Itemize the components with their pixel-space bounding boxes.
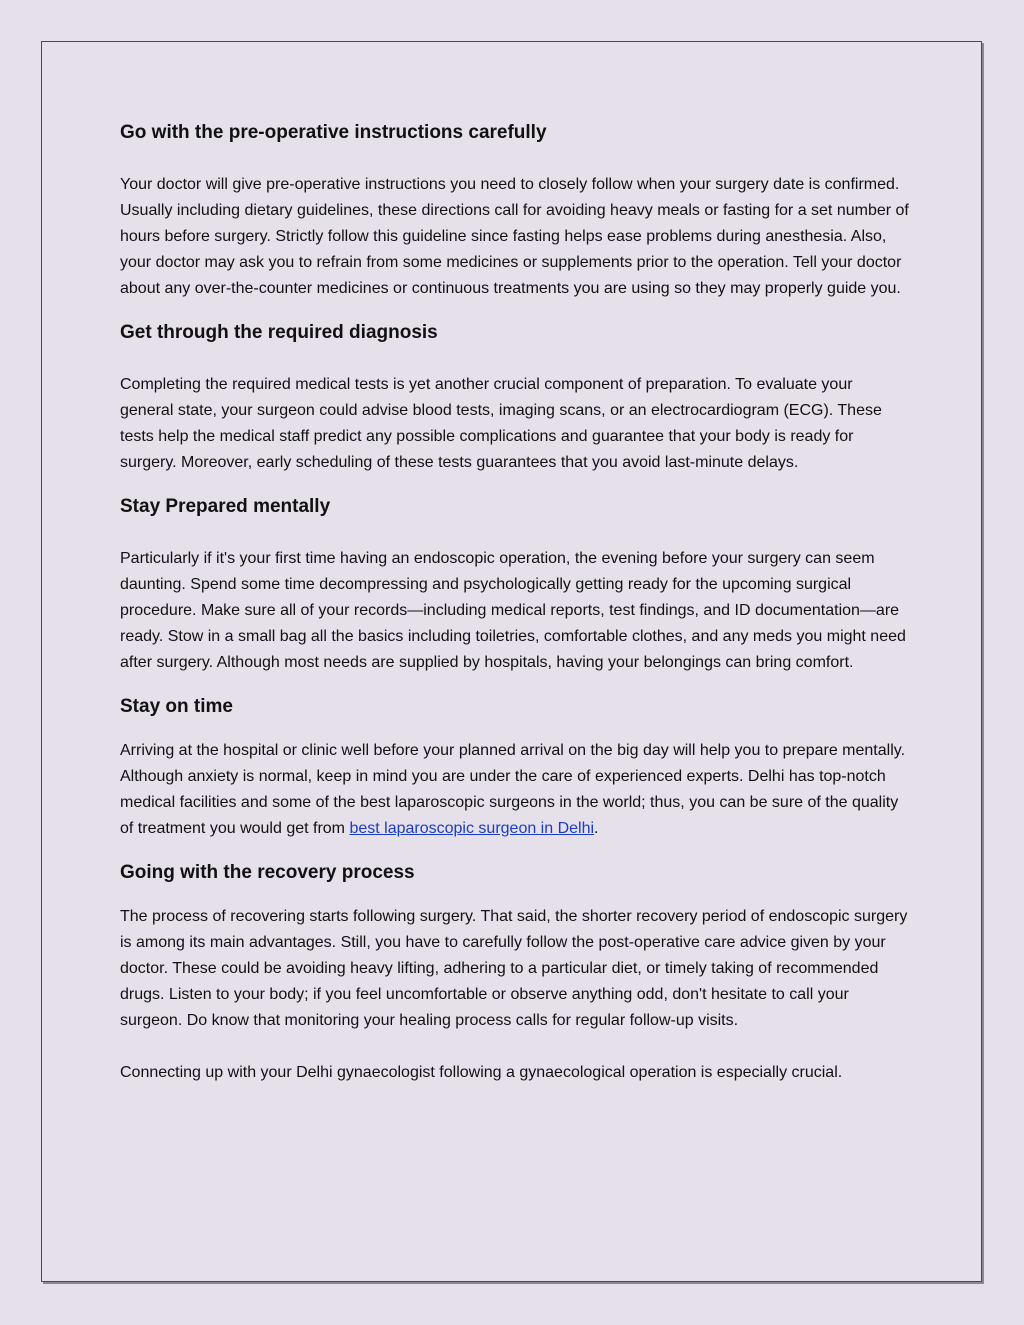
section-heading-mental-prep: Stay Prepared mentally (120, 496, 331, 517)
section-paragraph-diagnosis: Completing the required medical tests is yet another crucial component of preparation. To evaluate your general state, your surgeon could advise blood tests, imaging scans, or an electrocardiogram (ECG). These tests help the medical staff predict any possible complications and guarantee that your body is ready for surgery. Moreover, early scheduling of these tests guarantees that you avoid last-minute delays. (120, 376, 882, 471)
section-heading-recovery: Going with the recovery process (120, 862, 415, 883)
section-paragraph-mental-prep: Particularly if it's your first time having an endoscopic operation, the evening before your surgery can seem daunting. Spend some time decompressing and psychologically getting ready for the upcoming surgical procedure. Make sure all of your records—including medical reports, test findings, and ID documentation—are ready. Stow in a small bag all the basics including toiletries, comfortable clothes, and any meds you might need after surgery. Although most needs are supplied by hospitals, having your belongings can bring comfort. (120, 550, 906, 671)
section-paragraph-gynaecologist: Connecting up with your Delhi gynaecologist following a gynaecological operation is especially crucial. (120, 1064, 843, 1081)
section-paragraph-stay-on-time (120, 738, 910, 842)
section-paragraph-recovery: The process of recovering starts following surgery. That said, the shorter recovery period of endoscopic surgery is among its main advantages. Still, you have to carefully follow the post-operative care advice given by your doctor. These could be avoiding heavy lifting, adhering to a particular diet, or timely taking of recommended drugs. Listen to your body; if you feel uncomfortable or observe anything odd, don't hesitate to call your surgeon. Do know that monitoring your healing process calls for regular follow-up visits. (120, 908, 908, 1029)
paragraph-text-before-link: Arriving at the hospital or clinic well before your planned arrival on the big day will help you to prepare mentally. Although anxiety is normal, keep in mind you are under the care of experienced experts. Delhi has top-notch medical facilities and some of the best laparoscopic surgeons in the world; thus, you can be sure of the quality of treatment you would get from (120, 742, 906, 837)
section-heading-stay-on-time: Stay on time (120, 696, 233, 717)
section-heading-pre-operative: Go with the pre-operative instructions carefully (120, 122, 547, 143)
document-content (120, 120, 910, 1086)
laparoscopic-surgeon-link[interactable]: best laparoscopic surgeon in Delhi (349, 820, 595, 837)
paragraph-text-after-link: . (594, 820, 599, 837)
section-heading-diagnosis: Get through the required diagnosis (120, 322, 438, 343)
section-paragraph-pre-operative: Your doctor will give pre-operative instructions you need to closely follow when your surgery date is confirmed. Usually including dietary guidelines, these directions call for avoiding heavy meals or fasting for a set number of hours before surgery. Strictly follow this guideline since fasting helps ease problems during anesthesia. Also, your doctor may ask you to refrain from some medicines or supplements prior to the operation. Tell your doctor about any over-the-counter medicines or continuous treatments you are using so they may properly guide you. (120, 176, 909, 297)
